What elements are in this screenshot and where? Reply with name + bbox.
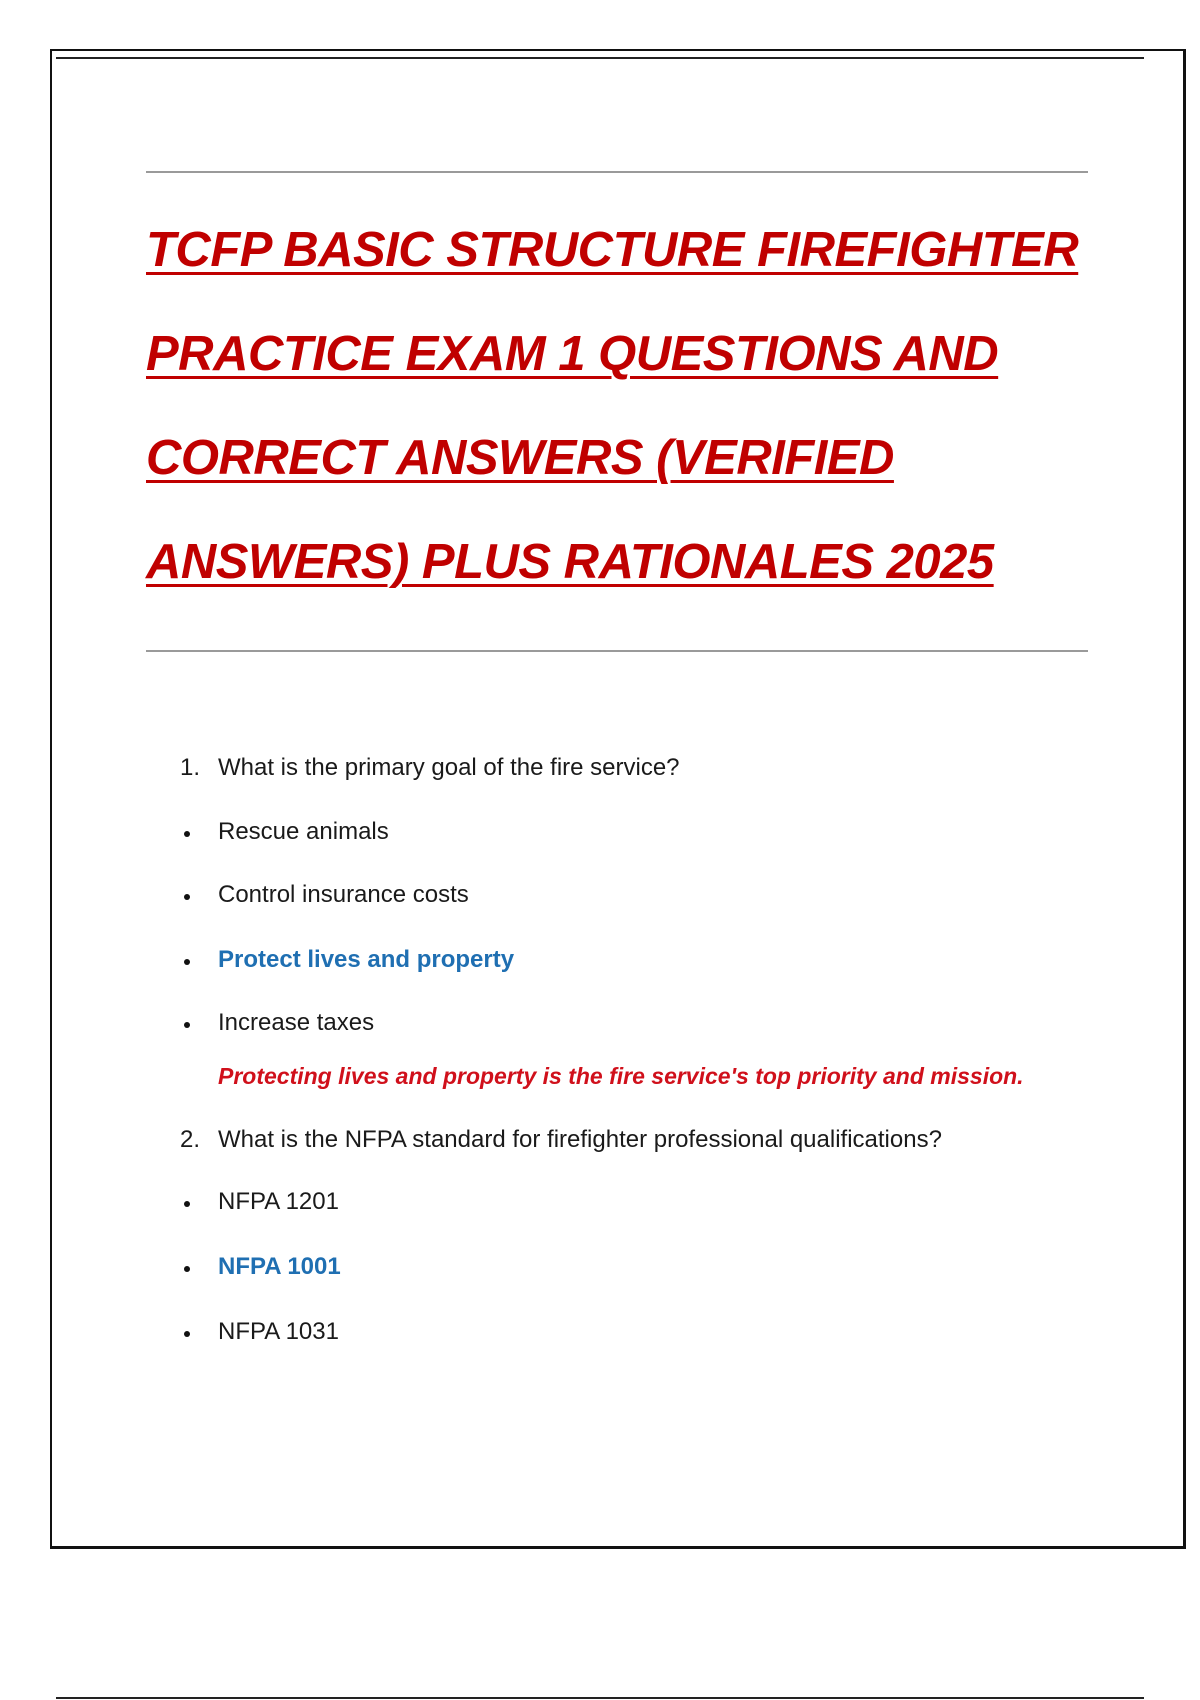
bullet-icon [184,1266,190,1272]
option-text: Increase taxes [218,1009,375,1036]
option-text: NFPA 1201 [218,1188,339,1215]
option-text: Control insurance costs [218,881,469,908]
title-line: PRACTICE EXAM 1 QUESTIONS AND [146,327,999,381]
document-title [146,198,1086,614]
question-number: 1. [180,754,201,781]
option-text: Rescue animals [218,818,389,845]
question-number: 2. [180,1126,201,1153]
bullet-icon [184,1201,190,1207]
correct-option-text: Protect lives and property [218,946,515,973]
bullet-icon [184,831,190,837]
title-bottom-divider [146,650,1088,652]
top-rule [56,57,1144,59]
title-line: TCFP BASIC STRUCTURE FIREFIGHTER [146,223,1079,277]
bullet-icon [184,959,190,965]
question-text: What is the primary goal of the fire service? [218,754,680,781]
rationale-text: Protecting lives and property is the fire service's top priority and mission. [218,1063,1024,1089]
question-text: What is the NFPA standard for firefighter professional qualifications? [218,1126,942,1153]
bullet-icon [184,1331,190,1337]
title-line: ANSWERS) PLUS RATIONALES 2025 [146,535,994,589]
bottom-rule [56,1697,1144,1699]
title-line: CORRECT ANSWERS (VERIFIED [146,431,894,485]
title-top-divider [146,171,1088,173]
correct-option-text: NFPA 1001 [218,1253,341,1280]
option-text: NFPA 1031 [218,1318,339,1345]
bullet-icon [184,1022,190,1028]
bullet-icon [184,894,190,900]
